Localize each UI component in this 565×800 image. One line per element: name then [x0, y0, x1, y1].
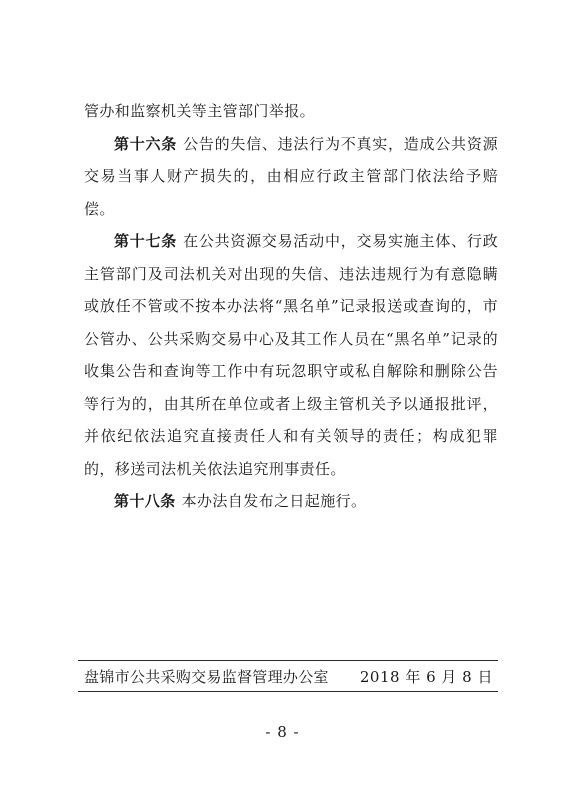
article-17-paragraph — [84, 225, 498, 485]
continuation-paragraph — [84, 95, 498, 128]
paragraph-text: 在公共资源交易活动中，交易实施主体、行政主管部门及司法机关对出现的失信、违法违规行为有意隐瞒或放任不管或不按本办法将“黑名单”记录报送或查询的，市公管办、公共采购交易中心及其工作人员在“黑名单”记录的收集公告和查询等工作中有玩忽职守或私自解除和删除公告等行为的，由其所在单位或者上级主管机关予以通报批评，并依纪依法追究直接责任人和有关领导的责任；构成犯罪的，移送司法机关依法追究刑事责任。 — [84, 232, 498, 478]
paragraph-text: 公告的失信、违法行为不真实，造成公共资源交易当事人财产损失的，由相应行政主管部门依法给予赔偿。 — [84, 134, 498, 218]
article-16-paragraph — [84, 128, 498, 226]
paragraph-text: 管办和监察机关等主管部门举报。 — [84, 102, 316, 120]
document-body — [84, 95, 498, 518]
article-heading: 第十七条 — [114, 232, 178, 250]
article-18-paragraph — [84, 485, 498, 518]
issuing-organization: 盘锦市公共采购交易监督管理办公室 — [84, 668, 329, 686]
paragraph-text: 本办法自发布之日起施行。 — [181, 492, 367, 510]
footer-top-rule — [78, 660, 498, 661]
article-heading: 第十八条 — [114, 492, 176, 510]
footer-bottom-rule — [78, 691, 498, 692]
issue-date: 2018 年 6 月 8 日 — [359, 668, 493, 686]
article-heading: 第十六条 — [114, 134, 178, 153]
page-number: - 8 - — [265, 723, 300, 741]
